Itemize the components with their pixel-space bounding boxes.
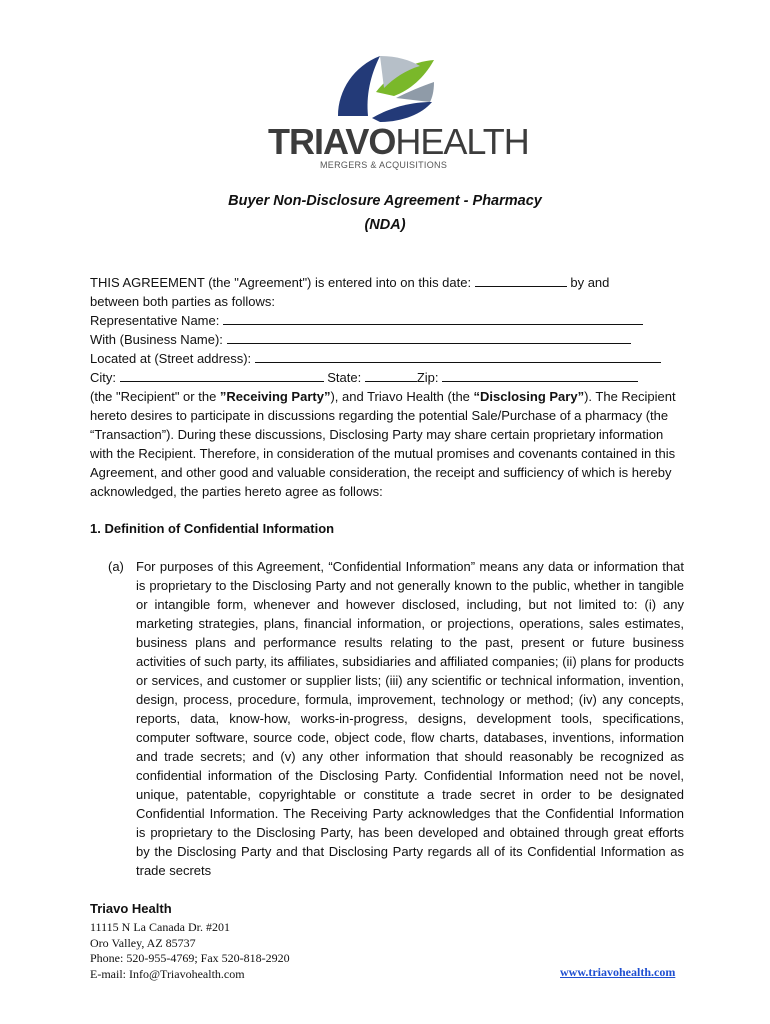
receiving-party-term: ”Receiving Party”	[219, 389, 331, 404]
footer-address-line1: 11115 N La Canada Dr. #201	[90, 920, 230, 934]
recipient-text-1: (the "Recipient" or the	[90, 389, 220, 404]
footer-website-link[interactable]: www.triavohealth.com	[560, 965, 676, 979]
footer-address-line2: Oro Valley, AZ 85737	[90, 935, 196, 950]
intro-line	[90, 273, 609, 292]
document-title-sub: (NDA)	[364, 217, 406, 233]
address-label: Located at (Street address):	[90, 351, 252, 366]
brand-wordmark	[268, 121, 529, 170]
state-field[interactable]	[365, 369, 417, 382]
footer-company: Triavo Health	[90, 901, 172, 916]
recipient-text-2: ), and Triavo Health (the	[330, 389, 474, 404]
brand-subtitle: MERGERS & ACQUISITIONS	[320, 160, 448, 170]
city-row	[90, 368, 638, 387]
representative-row	[90, 311, 643, 330]
zip-label: Zip:	[416, 370, 439, 385]
brand-name-bold: TRIAVO	[268, 121, 396, 162]
business-name-field[interactable]	[227, 331, 631, 344]
zip-field[interactable]	[442, 369, 638, 382]
recipient-paragraph	[90, 387, 680, 501]
disclosing-party-term: “Disclosing Pary”	[473, 389, 585, 404]
date-field[interactable]	[475, 274, 567, 287]
brand-name-regular: HEALTH	[395, 121, 529, 162]
representative-name-field[interactable]	[223, 312, 643, 325]
footer-email[interactable]: E-mail: Info@Triavohealth.com	[90, 966, 245, 981]
representative-label: Representative Name:	[90, 313, 220, 328]
section-1-heading: 1. Definition of Confidential Information	[90, 521, 335, 536]
business-row	[90, 330, 631, 349]
footer-phone: Phone: 520-955-4769; Fax 520-818-2920	[90, 951, 290, 965]
street-address-field[interactable]	[255, 350, 661, 363]
business-label: With (Business Name):	[90, 332, 223, 347]
item-a-text: For purposes of this Agreement, “Confidential Information” means any data or information that is proprietary to the Disclosing Party and not generally known to the public, whether in tangible or intangible form, whenever and however disclosed, including, but not limited to: (i) any marketing strategies, plans, financial information, or projections, operations, sales estimates, business plans and performance results relating to the past, present or future business activities of such party, its affiliates, subsidiaries and affiliated companies; (ii) plans for products or services, and customer or supplier lists; (iii) any scientific or technical information, invention, design, process, procedure, formula, improvement, technology or method; (iv) any concepts, reports, data, know-how, works-in-progress, designs, development tools, specifications, computer software, source code, object code, flow charts, databases, inventions, information and trade secrets; and (v) any other information that should reasonably be recognized as confidential information of the Disclosing Party. Confidential Information need not be novel, unique, patentable, copyrightable or constitute a trade secret in order to be designated Confidential Information. The Receiving Party acknowledges that the Confidential Information is proprietary to the Disclosing Party, has been developed and obtained through great efforts by the Disclosing Party and that Disclosing Party regards all of its Confidential Information as trade secrets	[136, 559, 684, 878]
document-title: Buyer Non-Disclosure Agreement - Pharmacy	[228, 193, 542, 209]
state-label: State:	[327, 370, 362, 385]
triavo-logo-icon	[336, 52, 436, 122]
item-a-label: (a)	[108, 559, 124, 574]
footer-address	[90, 920, 290, 982]
item-a	[108, 557, 684, 880]
city-label: City:	[90, 370, 116, 385]
intro-line-2: between both parties as follows:	[90, 294, 275, 309]
recipient-text-3: ). The Recipient hereto desires to participate in discussions regarding the potential Sale/Purchase of a pharmacy (the “Transaction”). During these discussions, Disclosing Party may share certain proprietary information with the Recipient. Therefore, in consideration of the mutual promises and covenants contained in this Agreement, and other good and valuable consideration, the receipt and sufficiency of which is hereby acknowledged, the parties hereto agree as follows:	[90, 389, 676, 499]
intro-text-end: by and	[570, 275, 610, 290]
address-row	[90, 349, 661, 368]
city-field[interactable]	[120, 369, 324, 382]
intro-text: THIS AGREEMENT (the "Agreement") is entered into on this date:	[90, 275, 472, 290]
